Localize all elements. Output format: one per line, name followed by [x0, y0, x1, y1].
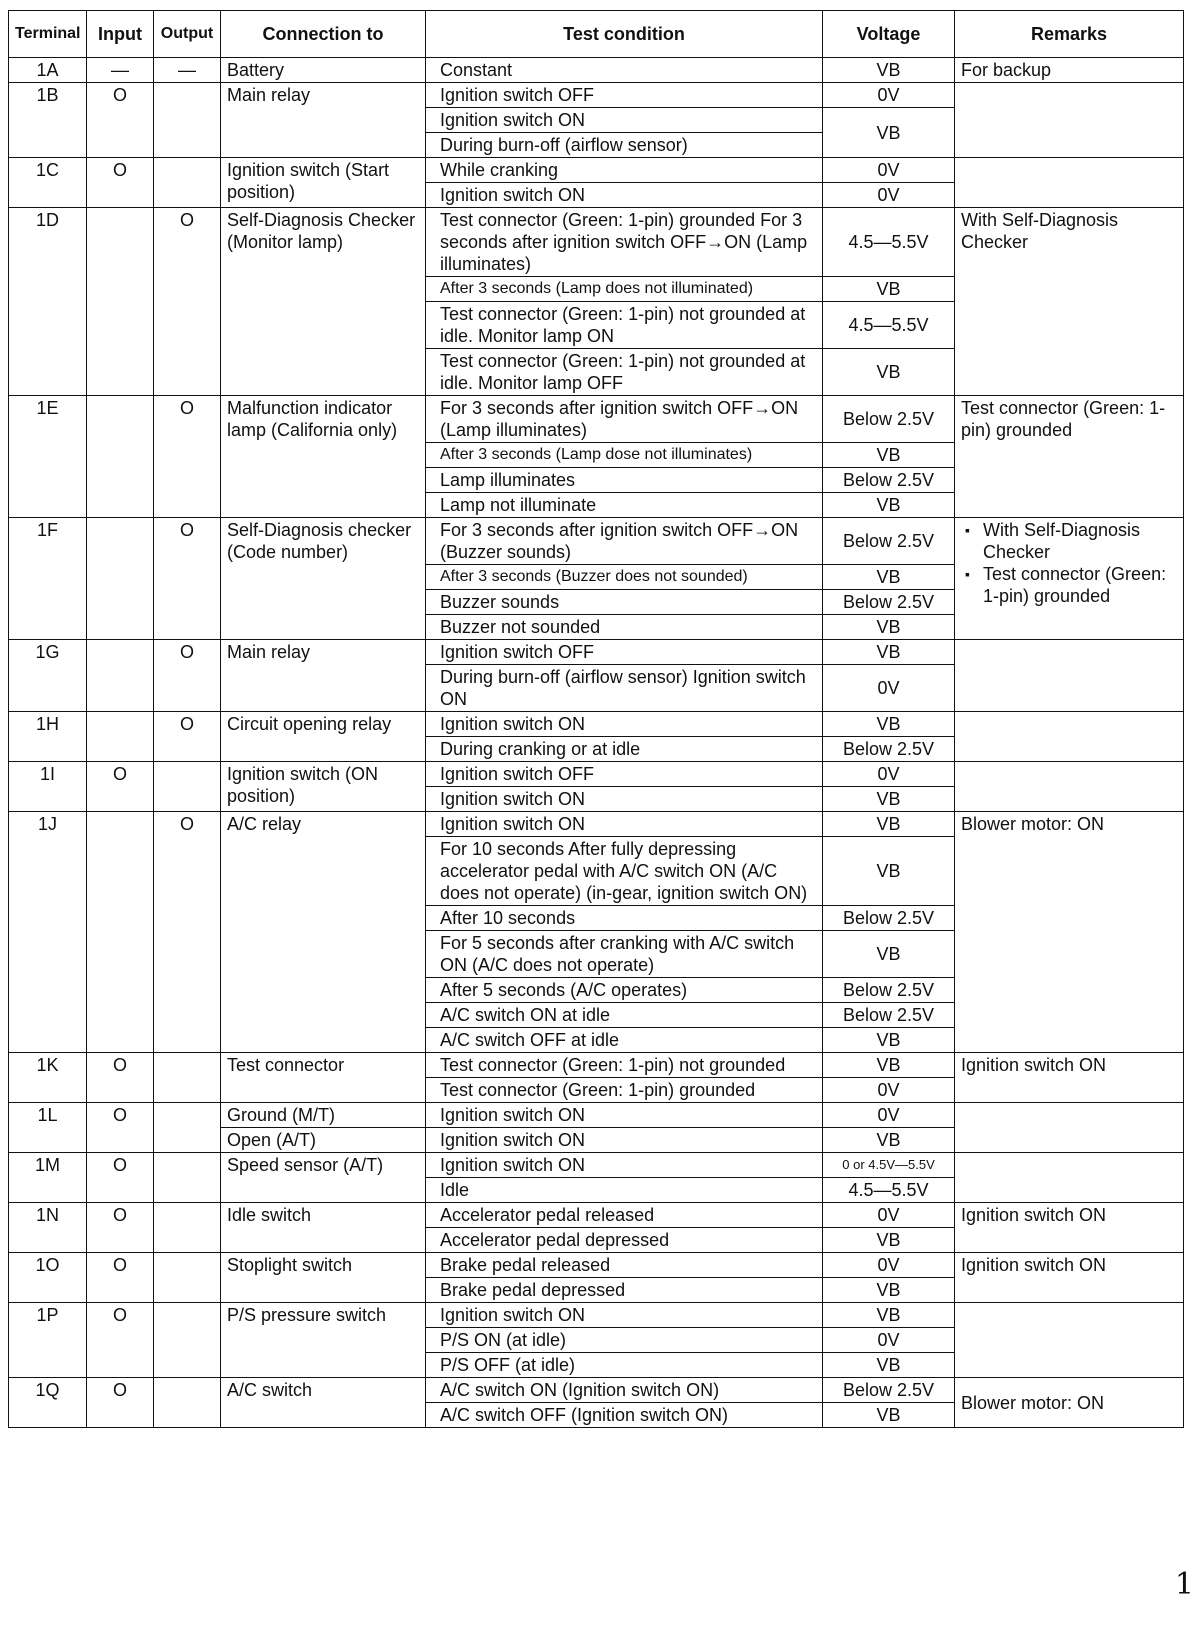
terminal-cell: 1L: [9, 1103, 87, 1153]
condition-cell: Lamp illuminates: [426, 468, 823, 493]
table-row: [9, 158, 1184, 183]
voltage-cell: 0V: [823, 762, 955, 787]
input-cell: O: [87, 1053, 154, 1103]
table-row: [9, 396, 1184, 443]
output-cell: O: [154, 518, 221, 640]
condition-cell: Ignition switch ON: [426, 812, 823, 837]
output-cell: [154, 1053, 221, 1103]
remarks-item: ▪ Test connector (Green: 1-pin) grounded: [965, 563, 1177, 607]
remarks-cell: [955, 1153, 1184, 1203]
voltage-cell: 4.5—5.5V: [823, 208, 955, 277]
terminal-cell: 1J: [9, 812, 87, 1053]
condition-cell: For 3 seconds after ignition switch OFF→ON (Lamp illuminates): [426, 396, 823, 443]
terminal-cell: 1A: [9, 58, 87, 83]
voltage-cell: 0V: [823, 1328, 955, 1353]
input-cell: O: [87, 1203, 154, 1253]
condition-cell: Test connector (Green: 1-pin) grounded For 3 seconds after ignition switch OFF→ON (Lamp illuminates): [426, 208, 823, 277]
voltage-cell: 4.5—5.5V: [823, 302, 955, 349]
voltage-cell: 0V: [823, 1203, 955, 1228]
voltage-cell: Below 2.5V: [823, 518, 955, 565]
table-row: [9, 1303, 1184, 1328]
input-cell: O: [87, 83, 154, 158]
condition-cell: P/S ON (at idle): [426, 1328, 823, 1353]
output-cell: —: [154, 58, 221, 83]
condition-cell: Test connector (Green: 1-pin) not grounded at idle. Monitor lamp ON: [426, 302, 823, 349]
connection-cell: Malfunction indicator lamp (California only): [221, 396, 426, 518]
remarks-cell: [955, 640, 1184, 712]
table-row: [9, 712, 1184, 737]
terminal-cell: 1N: [9, 1203, 87, 1253]
output-cell: O: [154, 396, 221, 518]
input-cell: O: [87, 1253, 154, 1303]
connection-cell: Main relay: [221, 640, 426, 712]
terminal-cell: 1C: [9, 158, 87, 208]
condition-cell: Ignition switch OFF: [426, 83, 823, 108]
voltage-cell: 0V: [823, 183, 955, 208]
terminal-voltage-table: [8, 10, 1184, 1428]
connection-cell: Stoplight switch: [221, 1253, 426, 1303]
terminal-cell: 1F: [9, 518, 87, 640]
condition-cell: After 10 seconds: [426, 906, 823, 931]
terminal-cell: 1D: [9, 208, 87, 396]
voltage-cell: VB: [823, 712, 955, 737]
input-cell: [87, 712, 154, 762]
remarks-cell: Blower motor: ON: [955, 1378, 1184, 1428]
condition-cell: Test connector (Green: 1-pin) not grounded at idle. Monitor lamp OFF: [426, 349, 823, 396]
input-cell: O: [87, 158, 154, 208]
voltage-cell: 4.5—5.5V: [823, 1178, 955, 1203]
condition-cell: Ignition switch ON: [426, 787, 823, 812]
terminal-cell: 1E: [9, 396, 87, 518]
table-row: [9, 83, 1184, 108]
remarks-list: [961, 519, 1177, 607]
voltage-cell: 0V: [823, 1103, 955, 1128]
condition-cell: Ignition switch OFF: [426, 640, 823, 665]
connection-cell: A/C relay: [221, 812, 426, 1053]
condition-cell: Constant: [426, 58, 823, 83]
connection-cell: Ignition switch (ON position): [221, 762, 426, 812]
connection-cell: A/C switch: [221, 1378, 426, 1428]
table-row: [9, 208, 1184, 277]
input-cell: [87, 812, 154, 1053]
condition-cell: For 3 seconds after ignition switch OFF→ON (Buzzer sounds): [426, 518, 823, 565]
table-row: [9, 518, 1184, 565]
header-terminal: Terminal: [9, 11, 87, 58]
table-row: [9, 762, 1184, 787]
voltage-cell: VB: [823, 1403, 955, 1428]
voltage-cell: VB: [823, 108, 955, 158]
remarks-cell: Ignition switch ON: [955, 1053, 1184, 1103]
remarks-cell: [955, 762, 1184, 812]
condition-cell: Ignition switch ON: [426, 1128, 823, 1153]
voltage-cell: VB: [823, 837, 955, 906]
condition-cell: P/S OFF (at idle): [426, 1353, 823, 1378]
output-cell: [154, 1103, 221, 1153]
terminal-cell: 1H: [9, 712, 87, 762]
condition-cell: Buzzer not sounded: [426, 615, 823, 640]
condition-cell: While cranking: [426, 158, 823, 183]
voltage-cell: 0V: [823, 665, 955, 712]
output-cell: [154, 762, 221, 812]
condition-cell: During cranking or at idle: [426, 737, 823, 762]
condition-cell: During burn-off (airflow sensor): [426, 133, 823, 158]
condition-cell: Ignition switch ON: [426, 712, 823, 737]
connection-cell: Open (A/T): [221, 1128, 426, 1153]
terminal-voltage-table-wrapper: [8, 10, 1183, 1428]
remarks-cell: With Self-Diagnosis Checker: [955, 208, 1184, 396]
remarks-cell: [955, 158, 1184, 208]
terminal-cell: 1Q: [9, 1378, 87, 1428]
connection-cell: Circuit opening relay: [221, 712, 426, 762]
input-cell: O: [87, 1303, 154, 1378]
input-cell: O: [87, 1378, 154, 1428]
voltage-cell: VB: [823, 493, 955, 518]
output-cell: [154, 1253, 221, 1303]
condition-cell: Ignition switch ON: [426, 1303, 823, 1328]
voltage-cell: Below 2.5V: [823, 396, 955, 443]
voltage-cell: 0V: [823, 83, 955, 108]
remarks-cell: [955, 518, 1184, 640]
connection-cell: Battery: [221, 58, 426, 83]
output-cell: O: [154, 812, 221, 1053]
condition-cell: A/C switch OFF (Ignition switch ON): [426, 1403, 823, 1428]
table-row: [9, 1203, 1184, 1228]
table-row: [9, 1053, 1184, 1078]
voltage-cell: Below 2.5V: [823, 590, 955, 615]
remarks-cell: [955, 1103, 1184, 1153]
terminal-cell: 1B: [9, 83, 87, 158]
voltage-cell: VB: [823, 277, 955, 302]
voltage-cell: Below 2.5V: [823, 1003, 955, 1028]
condition-cell: For 5 seconds after cranking with A/C switch ON (A/C does not operate): [426, 931, 823, 978]
connection-cell: Speed sensor (A/T): [221, 1153, 426, 1203]
connection-cell: Main relay: [221, 83, 426, 158]
remarks-cell: [955, 712, 1184, 762]
connection-cell: Ground (M/T): [221, 1103, 426, 1128]
output-cell: [154, 1303, 221, 1378]
voltage-cell: 0V: [823, 1078, 955, 1103]
table-row: [9, 58, 1184, 83]
voltage-cell: VB: [823, 615, 955, 640]
table-row: [9, 812, 1184, 837]
table-row: [9, 1103, 1184, 1128]
condition-cell: Lamp not illuminate: [426, 493, 823, 518]
voltage-cell: VB: [823, 1053, 955, 1078]
voltage-cell: VB: [823, 349, 955, 396]
table-row: [9, 1253, 1184, 1278]
condition-cell: Accelerator pedal released: [426, 1203, 823, 1228]
header-remarks: Remarks: [955, 11, 1184, 58]
output-cell: O: [154, 712, 221, 762]
table-row: [9, 1153, 1184, 1178]
condition-cell: Ignition switch OFF: [426, 762, 823, 787]
remarks-cell: For backup: [955, 58, 1184, 83]
terminal-cell: 1G: [9, 640, 87, 712]
condition-cell: A/C switch ON (Ignition switch ON): [426, 1378, 823, 1403]
input-cell: O: [87, 1103, 154, 1153]
condition-cell: Buzzer sounds: [426, 590, 823, 615]
remarks-cell: [955, 83, 1184, 158]
terminal-cell: 1K: [9, 1053, 87, 1103]
input-cell: [87, 396, 154, 518]
condition-cell: During burn-off (airflow sensor) Ignition switch ON: [426, 665, 823, 712]
output-cell: [154, 158, 221, 208]
condition-cell: For 10 seconds After fully depressing accelerator pedal with A/C switch ON (A/C does not operate) (in-gear, ignition switch ON): [426, 837, 823, 906]
voltage-cell: VB: [823, 1353, 955, 1378]
table-row: [9, 1378, 1184, 1403]
terminal-cell: 1M: [9, 1153, 87, 1203]
condition-cell: Idle: [426, 1178, 823, 1203]
condition-cell: Brake pedal released: [426, 1253, 823, 1278]
voltage-cell: VB: [823, 1128, 955, 1153]
header-input: Input: [87, 11, 154, 58]
connection-cell: Self-Diagnosis checker (Code number): [221, 518, 426, 640]
voltage-cell: 0V: [823, 158, 955, 183]
header-output: Output: [154, 11, 221, 58]
condition-cell: Test connector (Green: 1-pin) grounded: [426, 1078, 823, 1103]
voltage-cell: VB: [823, 1278, 955, 1303]
input-cell: [87, 208, 154, 396]
condition-cell: Brake pedal depressed: [426, 1278, 823, 1303]
voltage-cell: VB: [823, 1228, 955, 1253]
header-connection: Connection to: [221, 11, 426, 58]
voltage-cell: VB: [823, 443, 955, 468]
voltage-cell: VB: [823, 812, 955, 837]
output-cell: O: [154, 640, 221, 712]
voltage-cell: VB: [823, 787, 955, 812]
terminal-cell: 1O: [9, 1253, 87, 1303]
connection-cell: Self-Diagnosis Checker (Monitor lamp): [221, 208, 426, 396]
condition-cell: Ignition switch ON: [426, 108, 823, 133]
condition-cell: Test connector (Green: 1-pin) not grounded: [426, 1053, 823, 1078]
terminal-cell: 1P: [9, 1303, 87, 1378]
input-cell: O: [87, 762, 154, 812]
input-cell: —: [87, 58, 154, 83]
condition-cell: After 5 seconds (A/C operates): [426, 978, 823, 1003]
condition-cell: Accelerator pedal depressed: [426, 1228, 823, 1253]
voltage-cell: VB: [823, 931, 955, 978]
voltage-cell: VB: [823, 58, 955, 83]
condition-cell: Ignition switch ON: [426, 1103, 823, 1128]
condition-cell: Ignition switch ON: [426, 183, 823, 208]
condition-cell: After 3 seconds (Lamp dose not illuminates): [426, 443, 823, 468]
condition-cell: After 3 seconds (Lamp does not illuminated): [426, 277, 823, 302]
condition-cell: A/C switch OFF at idle: [426, 1028, 823, 1053]
voltage-cell: Below 2.5V: [823, 737, 955, 762]
voltage-cell: Below 2.5V: [823, 1378, 955, 1403]
voltage-cell: VB: [823, 1303, 955, 1328]
condition-cell: After 3 seconds (Buzzer does not sounded): [426, 565, 823, 590]
remarks-item: ▪ With Self-Diagnosis Checker: [965, 519, 1177, 563]
connection-cell: Ignition switch (Start position): [221, 158, 426, 208]
page-edge-mark: 1: [1174, 1567, 1194, 1602]
table-row: [9, 640, 1184, 665]
remarks-cell: Ignition switch ON: [955, 1203, 1184, 1253]
remarks-cell: Blower motor: ON: [955, 812, 1184, 1053]
output-cell: [154, 1378, 221, 1428]
header-row: [9, 11, 1184, 58]
remarks-cell: Ignition switch ON: [955, 1253, 1184, 1303]
input-cell: O: [87, 1153, 154, 1203]
output-cell: O: [154, 208, 221, 396]
header-condition: Test condition: [426, 11, 823, 58]
voltage-cell: 0V: [823, 1253, 955, 1278]
voltage-cell: Below 2.5V: [823, 906, 955, 931]
voltage-cell: VB: [823, 640, 955, 665]
output-cell: [154, 1153, 221, 1203]
condition-cell: Ignition switch ON: [426, 1153, 823, 1178]
input-cell: [87, 640, 154, 712]
output-cell: [154, 83, 221, 158]
input-cell: [87, 518, 154, 640]
connection-cell: Idle switch: [221, 1203, 426, 1253]
header-voltage: Voltage: [823, 11, 955, 58]
voltage-cell: 0 or 4.5V—5.5V: [823, 1153, 955, 1178]
terminal-cell: 1I: [9, 762, 87, 812]
output-cell: [154, 1203, 221, 1253]
remarks-cell: [955, 1303, 1184, 1378]
voltage-cell: VB: [823, 565, 955, 590]
remarks-cell: Test connector (Green: 1-pin) grounded: [955, 396, 1184, 518]
voltage-cell: VB: [823, 1028, 955, 1053]
condition-cell: A/C switch ON at idle: [426, 1003, 823, 1028]
voltage-cell: Below 2.5V: [823, 468, 955, 493]
connection-cell: Test connector: [221, 1053, 426, 1103]
connection-cell: P/S pressure switch: [221, 1303, 426, 1378]
voltage-cell: Below 2.5V: [823, 978, 955, 1003]
